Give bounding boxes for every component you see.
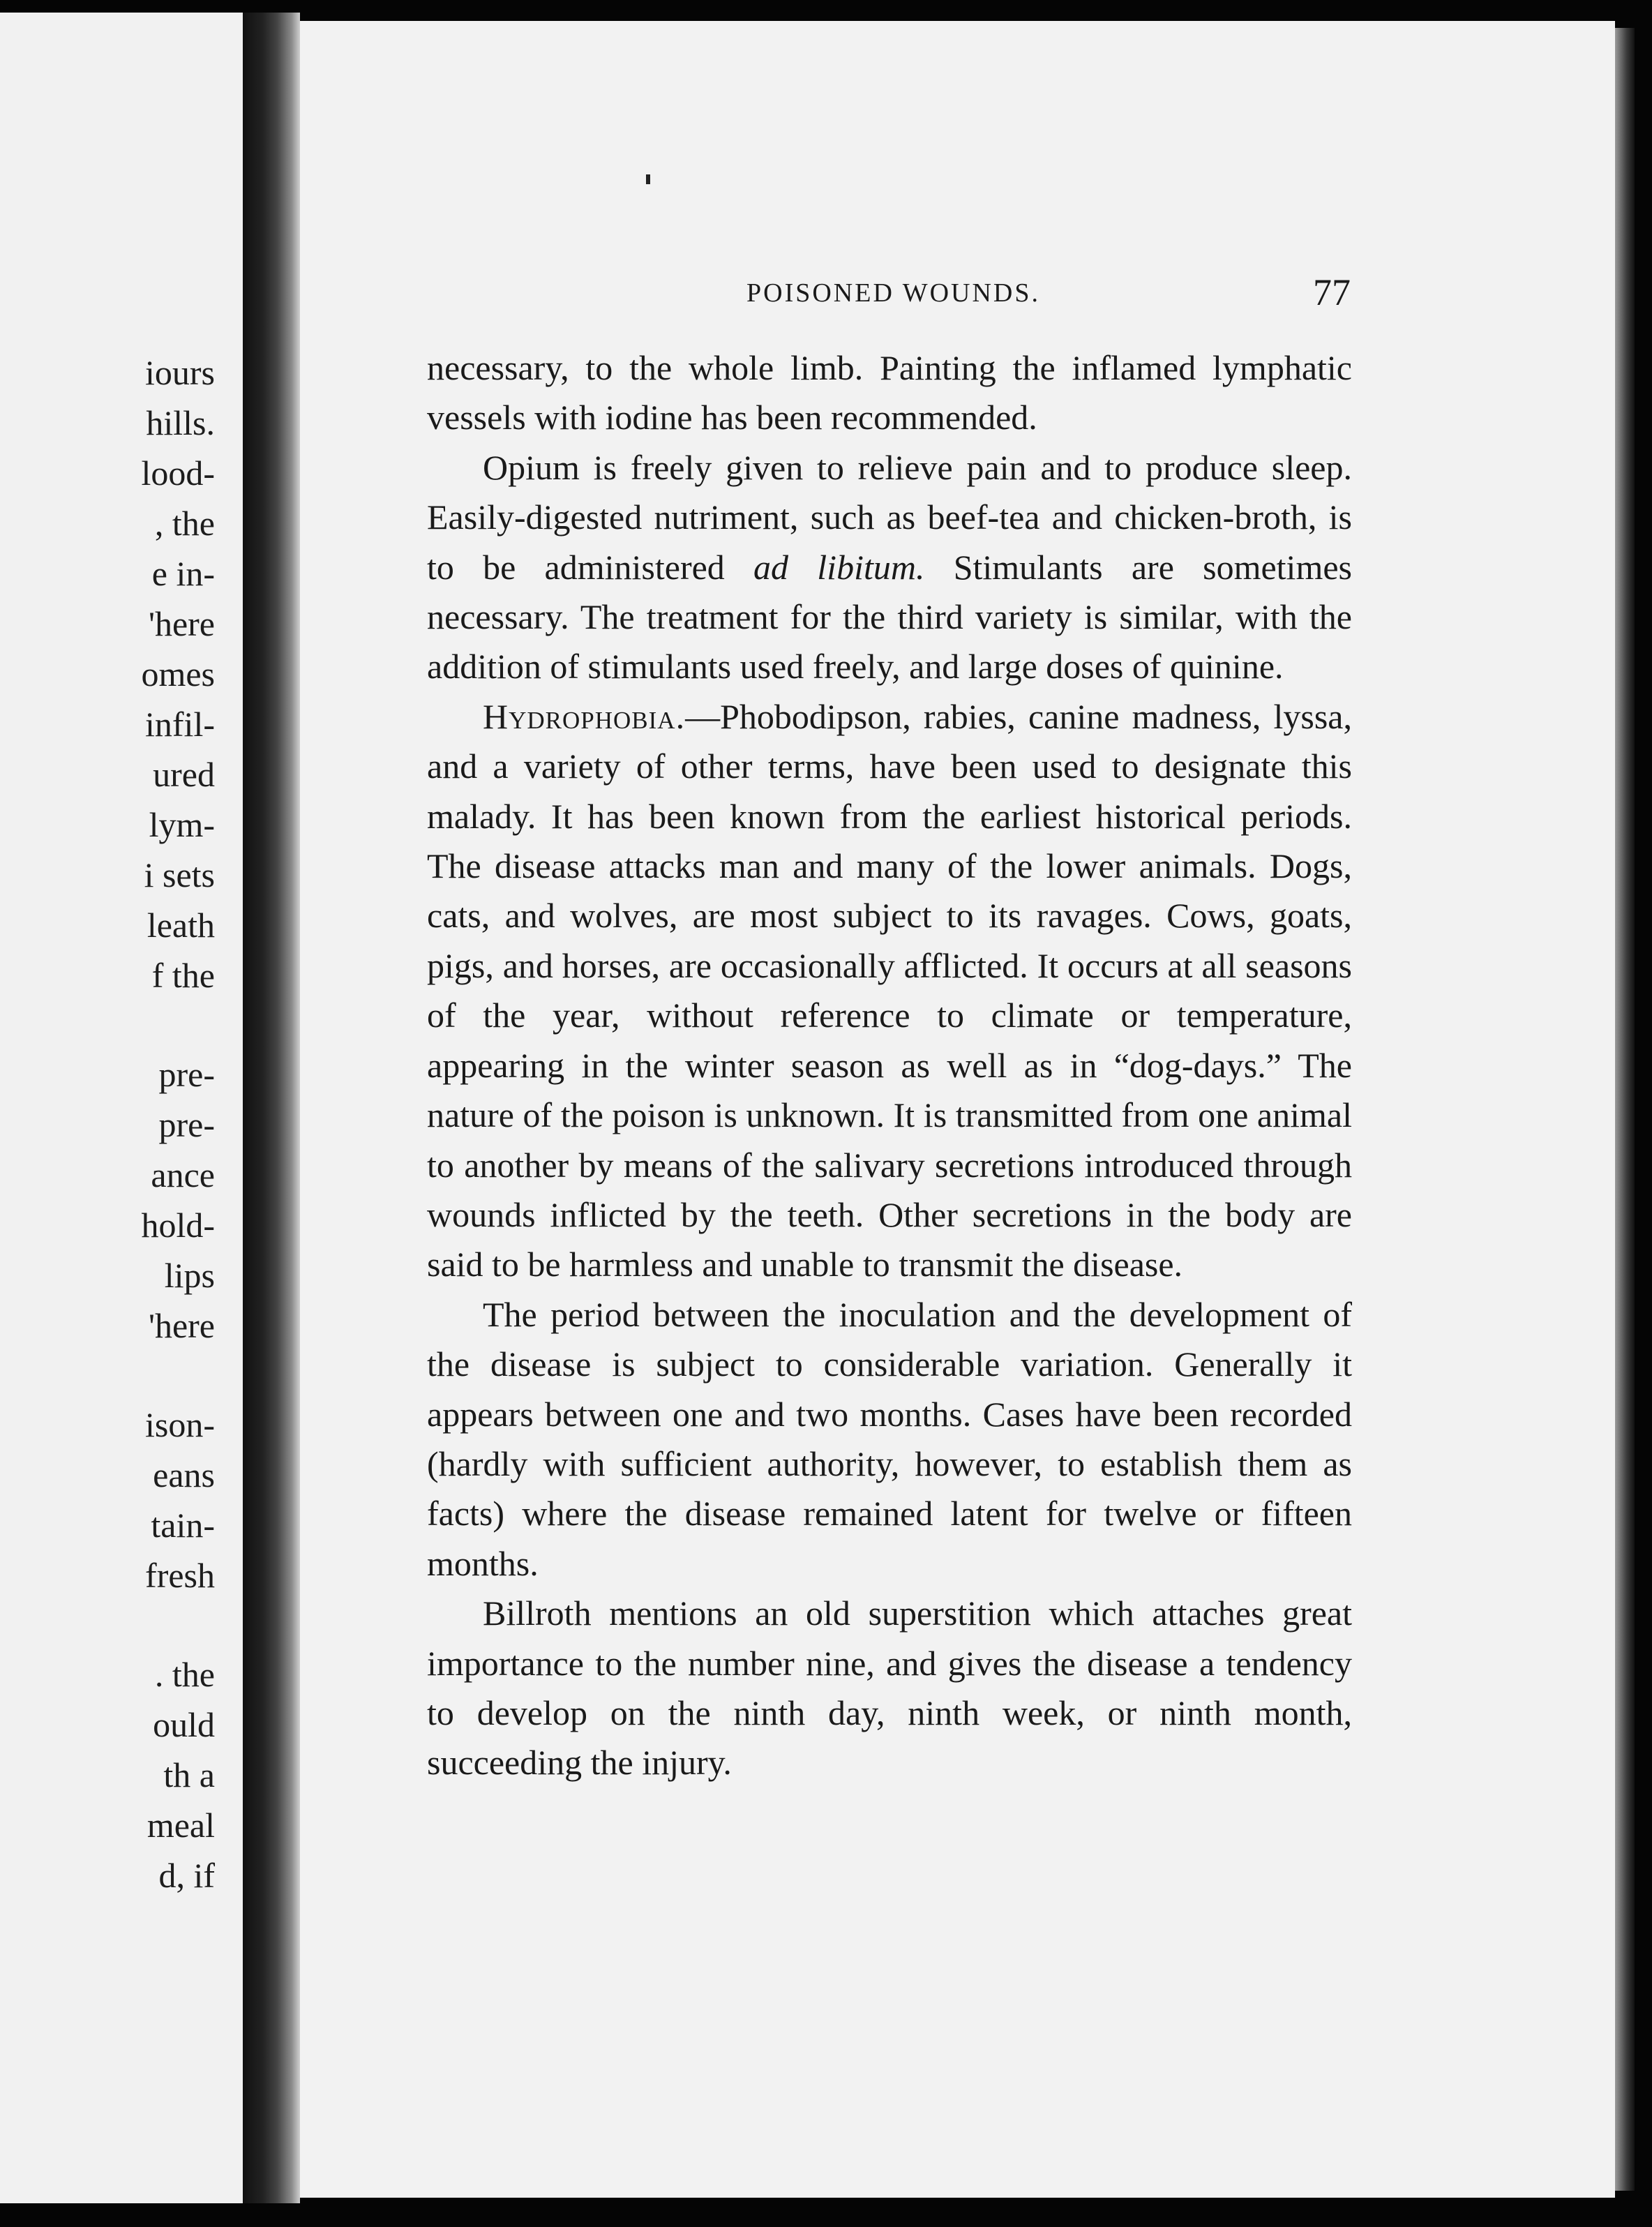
paragraph-text: Opium is freely given to relieve pain and to produce sleep. Easily-digested nutriment, such as beef-tea and chicken-broth, is to be administered bbox=[427, 447, 1352, 587]
body-text bbox=[427, 343, 1352, 1788]
paragraph bbox=[427, 692, 1352, 1290]
paragraph-text: Stimulants are sometimes necessary. The treatment for the third variety is similar, with the addition of stimulants used freely, and large doses of quinine. bbox=[427, 547, 1352, 687]
book-gutter-shadow bbox=[243, 13, 300, 2203]
left-page-fragment: omes bbox=[141, 654, 215, 693]
left-page-fragment: leath bbox=[147, 906, 215, 945]
left-page-fragment: 'here bbox=[148, 1306, 215, 1345]
paragraph-text: —Phobodipson, rabies, canine madness, lyssa, and a variety of other terms, have been used to designate this malady. It has been known from the earliest historical periods. The disease attacks man and many of the lower animals. Dogs, cats, and wolves, are most subject to its ravages. Cows, goats, pigs, and horses, are occasionally afflicted. It occurs at all seasons of the year, without reference to climate or temperature, appearing in the winter season as well as in “dog-days.” The nature of the poison is unknown. It is transmitted from one animal to another by means of the salivary secretions introduced through wounds inflicted by the teeth. Other secretions in the body are said to be harmless and unable to transmit the disease. bbox=[427, 696, 1352, 1284]
left-page-fragment: d, if bbox=[158, 1856, 215, 1895]
section-heading: Hydrophobia. bbox=[483, 696, 686, 736]
left-page-fragment: ould bbox=[153, 1705, 215, 1744]
left-page-fragment: eans bbox=[153, 1455, 215, 1494]
left-page-fragment: e in- bbox=[151, 554, 215, 593]
left-page-fragment: . the bbox=[154, 1655, 215, 1694]
left-page-fragment: lips bbox=[164, 1256, 215, 1295]
left-page-fragment: i sets bbox=[144, 855, 215, 894]
left-page-fragment: pre- bbox=[158, 1055, 215, 1094]
latin-phrase: ad libitum. bbox=[753, 547, 925, 587]
left-page-fragment: lood- bbox=[141, 453, 215, 493]
left-page-fragment: pre- bbox=[158, 1105, 215, 1144]
left-page-fragment: meal bbox=[147, 1806, 215, 1845]
left-page-fragment: f the bbox=[151, 956, 215, 995]
running-head: POISONED WOUNDS. bbox=[746, 278, 1040, 308]
left-page-fragment: , the bbox=[154, 504, 215, 543]
paragraph: The period between the inoculation and the development of the disease is subject to considerable variation. Generally it appears between one and two months. Cases have been recorded (hardly with sufficient authority, however, to establish them as facts) where the disease remained latent for twelve or fifteen months. bbox=[427, 1294, 1352, 1583]
left-page-fragment: hold- bbox=[141, 1206, 215, 1245]
left-page-fragment: fresh bbox=[145, 1556, 215, 1595]
paragraph: necessary, to the whole limb. Painting the inflamed lymphatic vessels with iodine has been recommended. bbox=[427, 348, 1352, 437]
left-page-fragment: 'here bbox=[148, 604, 215, 643]
left-page-fragment: iours bbox=[145, 353, 215, 392]
left-page-fragment: ance bbox=[151, 1155, 215, 1194]
left-page-fragment: lym- bbox=[149, 805, 215, 844]
page-number: 77 bbox=[1313, 271, 1351, 313]
left-page-fragment: ison- bbox=[145, 1405, 215, 1444]
paragraph bbox=[427, 443, 1352, 692]
paragraph: Billroth mentions an old superstition which attaches great importance to the number nine, and gives the disease a tendency to develop on the ninth day, ninth week, or ninth month, succeeding the injury. bbox=[427, 1594, 1352, 1783]
left-page-fragment: th a bbox=[163, 1755, 215, 1794]
left-page-fragment: infil- bbox=[145, 705, 215, 744]
left-page-fragment: tain- bbox=[151, 1506, 215, 1545]
left-page-fragment: ured bbox=[153, 755, 215, 794]
left-page-fragment: hills. bbox=[146, 403, 215, 442]
ink-speck bbox=[646, 174, 650, 184]
page-edge-shadow bbox=[1615, 28, 1635, 2191]
left-facing-page bbox=[0, 13, 243, 2203]
